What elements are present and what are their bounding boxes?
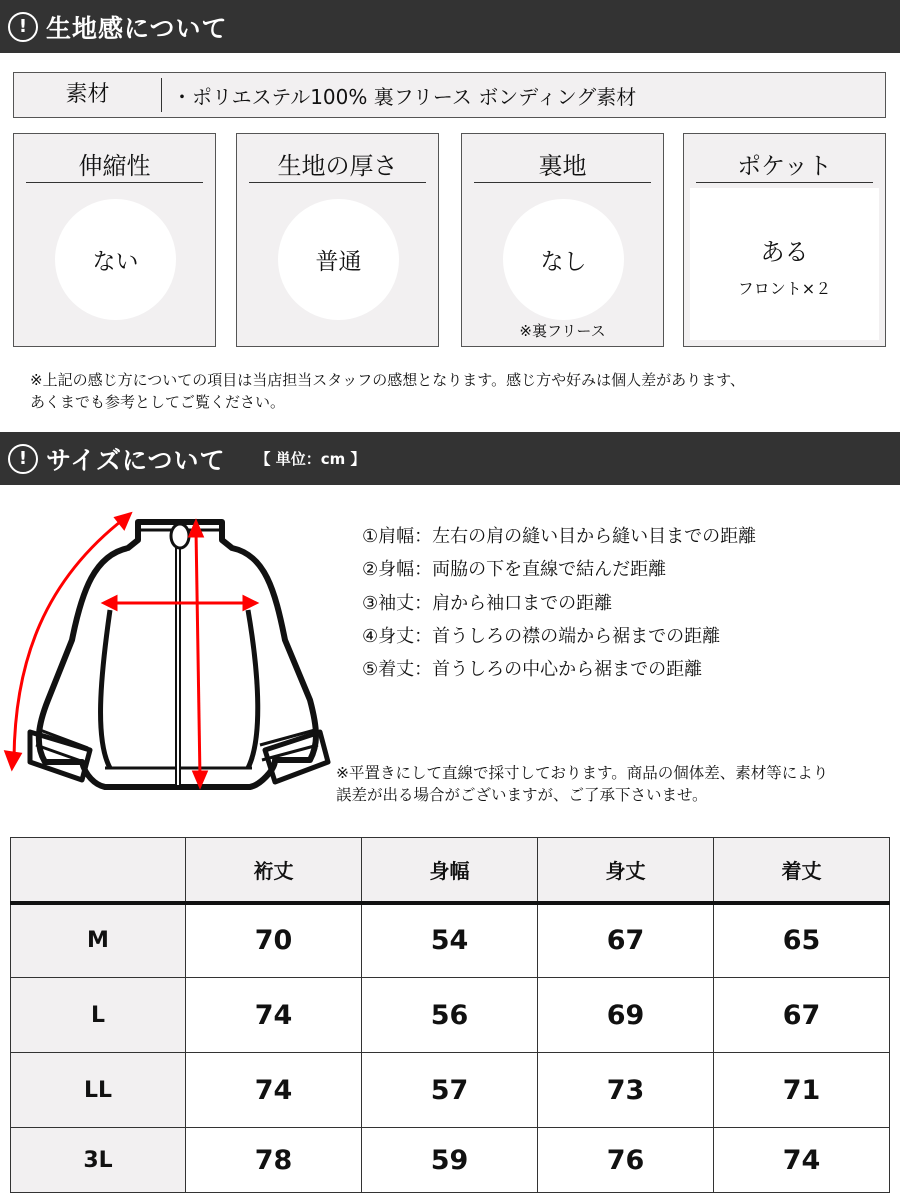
text: 【 単位：cm 】 bbox=[255, 450, 366, 468]
text: あくまでも参考としてご覧ください。 bbox=[30, 393, 286, 411]
text: ④身丈：首うしろの襟の端から裾までの距離 bbox=[362, 625, 721, 647]
text: 57 bbox=[362, 1053, 538, 1128]
text: ※裏フリース bbox=[519, 322, 606, 340]
text: ポケット bbox=[696, 146, 873, 183]
text: 素材 bbox=[14, 78, 162, 112]
text: ①肩幅：左右の肩の縫い目から縫い目までの距離 bbox=[362, 526, 757, 547]
text: 73 bbox=[538, 1053, 714, 1128]
table-row bbox=[11, 978, 890, 1053]
text: 76 bbox=[538, 1128, 714, 1193]
text: ない bbox=[55, 199, 176, 320]
text: 裏地 bbox=[474, 146, 651, 183]
fabric-note bbox=[30, 369, 745, 413]
text bbox=[11, 838, 186, 903]
text: 56 bbox=[362, 978, 538, 1053]
text: 70 bbox=[186, 903, 362, 978]
table-row bbox=[11, 1128, 890, 1193]
text: 生地の厚さ bbox=[249, 146, 426, 183]
table-row bbox=[11, 1053, 890, 1128]
table-row bbox=[11, 903, 890, 978]
thickness-box bbox=[236, 133, 439, 347]
stretch-box bbox=[13, 133, 216, 347]
text: 普通 bbox=[278, 199, 399, 320]
text: ※上記の感じ方についての項目は当店担当スタッフの感想となります。感じ方や好みは個人差があります、 bbox=[30, 371, 745, 389]
text: 67 bbox=[538, 903, 714, 978]
text: 裄丈 bbox=[186, 838, 362, 903]
text: ⑤着丈：首うしろの中心から裾までの距離 bbox=[362, 659, 703, 681]
exclamation-icon: ! bbox=[8, 12, 38, 42]
text: 74 bbox=[186, 1053, 362, 1128]
text: 誤差が出る場合がございますが、ご了承下さいませ。 bbox=[336, 786, 708, 804]
text: サイズについて bbox=[46, 445, 226, 475]
text: ※平置きにして直線で採寸しております。商品の個体差、素材等により bbox=[336, 764, 829, 782]
text: M bbox=[11, 903, 186, 978]
pocket-box bbox=[683, 133, 886, 347]
text: LL bbox=[11, 1053, 186, 1128]
text: ・ポリエステル100% 裏フリース ボンディング素材 bbox=[172, 84, 637, 109]
measurement-list bbox=[362, 520, 756, 686]
text: ③袖丈：肩から袖口までの距離 bbox=[362, 592, 613, 614]
text: 身丈 bbox=[538, 838, 714, 903]
text: 69 bbox=[538, 978, 714, 1053]
lining-box bbox=[461, 133, 664, 347]
text: 78 bbox=[186, 1128, 362, 1193]
material-row bbox=[13, 72, 886, 118]
text: ②身幅：両脇の下を直線で結んだ距離 bbox=[362, 559, 667, 581]
text: 65 bbox=[714, 903, 890, 978]
text: 59 bbox=[362, 1128, 538, 1193]
fabric-header bbox=[0, 0, 900, 53]
exclamation-icon: ! bbox=[8, 444, 38, 474]
text: 74 bbox=[186, 978, 362, 1053]
text: フロント×２ bbox=[737, 279, 832, 298]
size-header bbox=[0, 432, 900, 485]
text: 生地感について bbox=[46, 13, 228, 43]
text: 74 bbox=[714, 1128, 890, 1193]
text: 伸縮性 bbox=[26, 146, 203, 183]
text: なし bbox=[503, 199, 624, 320]
text: 71 bbox=[714, 1053, 890, 1128]
text: 着丈 bbox=[714, 838, 890, 903]
jacket-diagram bbox=[0, 500, 340, 820]
text: 身幅 bbox=[362, 838, 538, 903]
text: 54 bbox=[362, 903, 538, 978]
text: 67 bbox=[714, 978, 890, 1053]
size-note bbox=[336, 762, 828, 806]
size-table bbox=[10, 837, 890, 1193]
text: L bbox=[11, 978, 186, 1053]
text: 3L bbox=[11, 1128, 186, 1193]
text: ある bbox=[760, 238, 809, 266]
